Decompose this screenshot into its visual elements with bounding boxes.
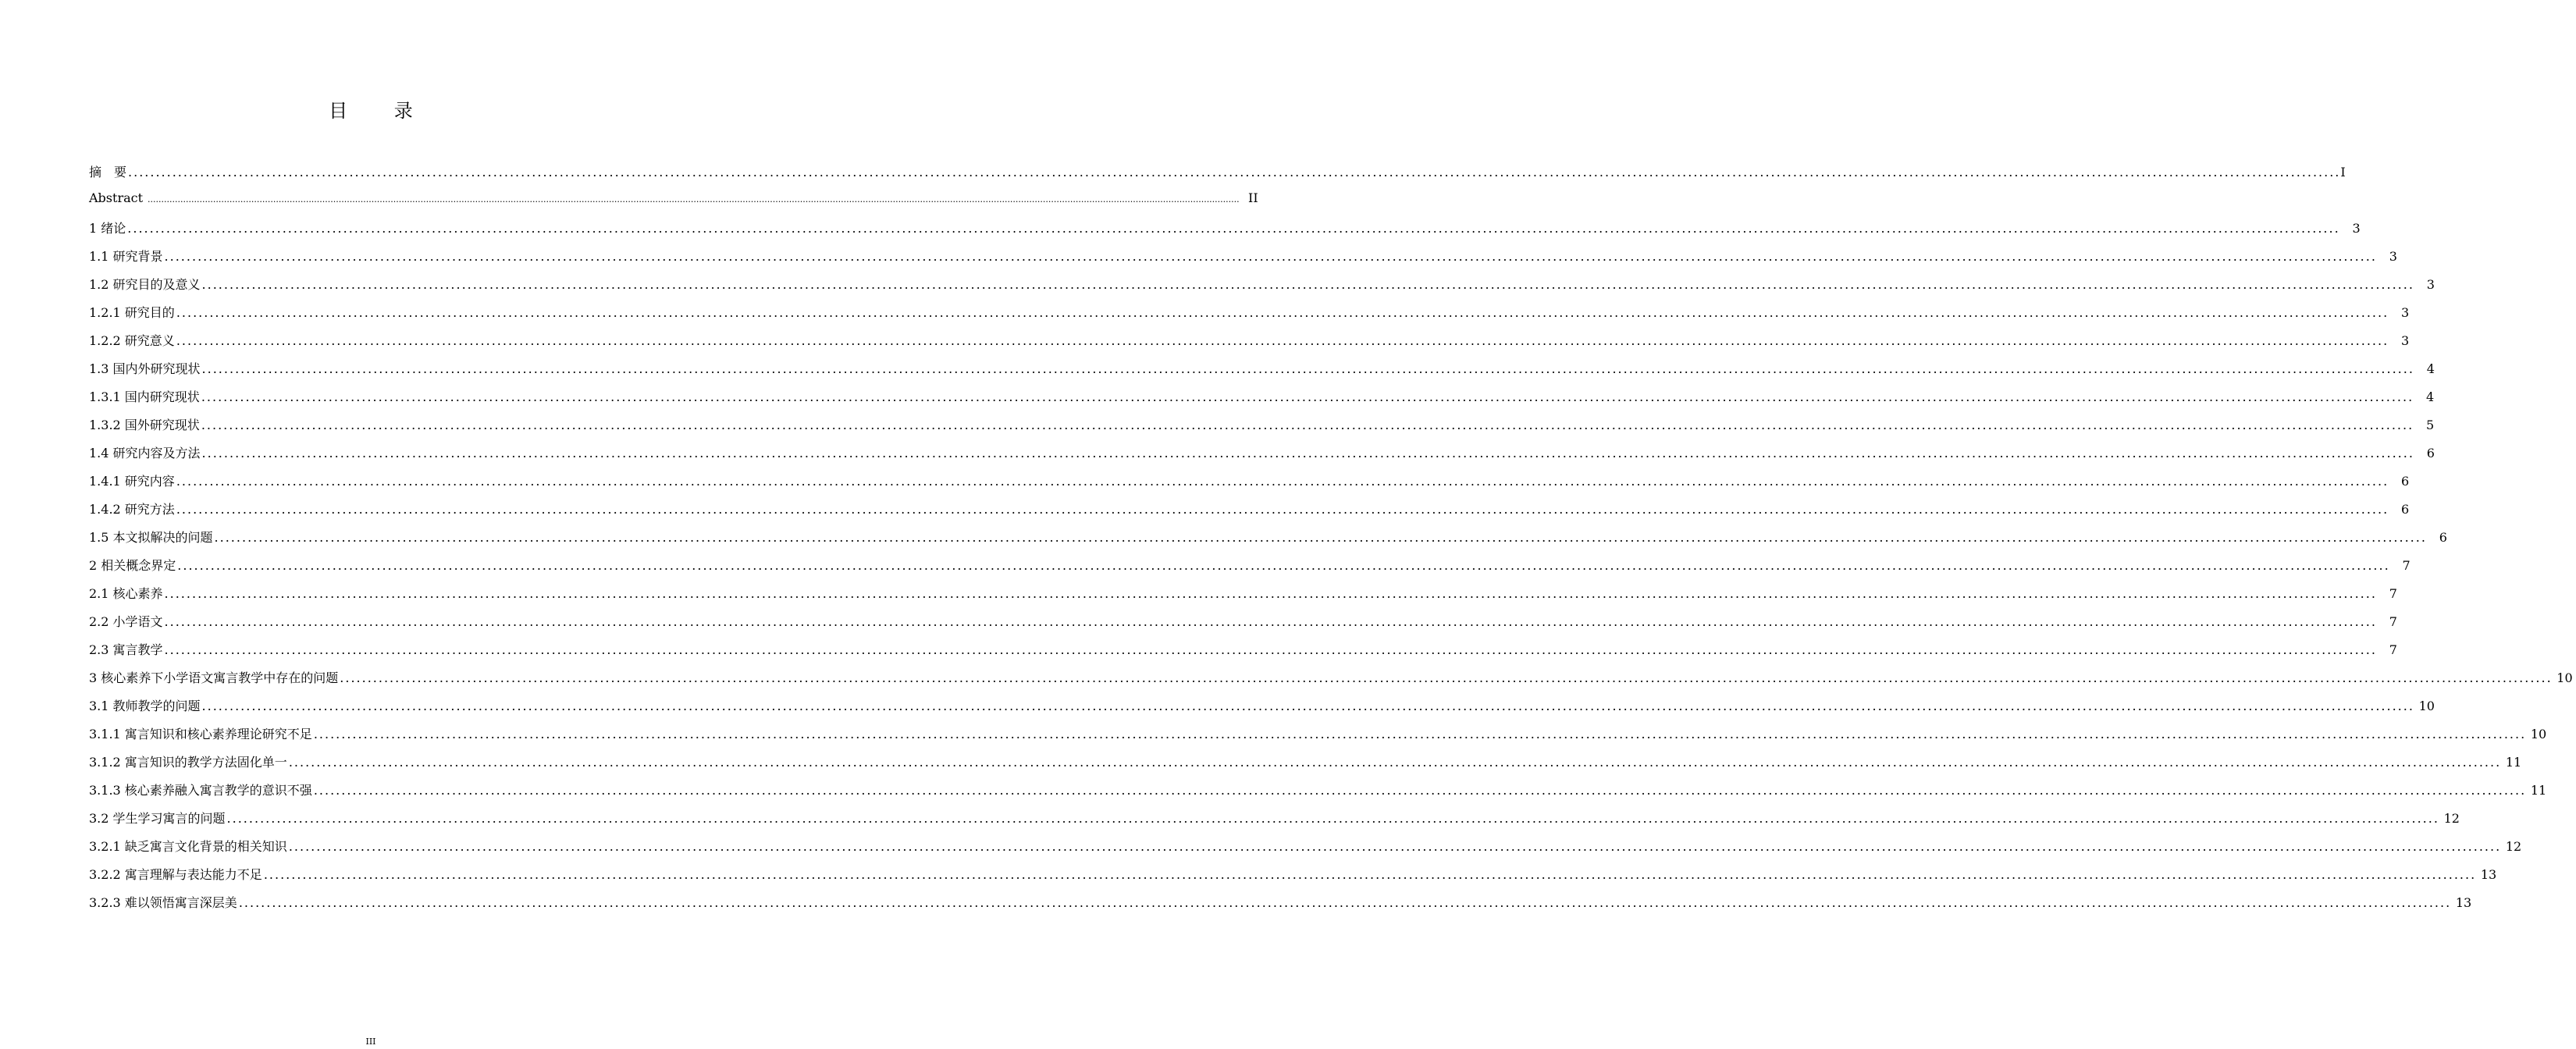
dot-leader: ................................................................................................................................................................................................................................................................................................................................................................................................................ bbox=[313, 783, 2527, 798]
toc-entry-label: 1.3.1 国内研究现状 bbox=[89, 389, 200, 404]
toc-entry[interactable] bbox=[89, 500, 2410, 528]
toc-entry-page: 7 bbox=[2402, 558, 2411, 573]
dot-leader: ................................................................................................................................................................................................................................................................................................................................................................................................................ bbox=[176, 333, 2389, 348]
dot-leader: ................................................................................................................................................................................................................................................................................................................................................................................................................ bbox=[201, 699, 2414, 713]
dot-leader: ................................................................................................................................................................................................................................................................................................................................................................................................................ bbox=[313, 727, 2527, 741]
toc-entry-label: 3 核心素养下小学语文寓言教学中存在的问题 bbox=[89, 670, 339, 685]
dot-leader: ................................................................................................................................................................................................................................................................................................................................................................................................................ bbox=[127, 221, 2340, 236]
toc-entry-page: II bbox=[1248, 190, 1258, 205]
page-number-footer: III bbox=[365, 1037, 376, 1047]
toc-entry-page: 11 bbox=[2505, 755, 2522, 770]
dot-leader: ................................................................................................................................................................................................................................................................................................................................................................................................................ bbox=[164, 614, 2377, 629]
table-of-contents bbox=[89, 162, 2573, 921]
dot-leader: ................................................................................................................................................................................................................................................................................................................................................................................................................ bbox=[201, 361, 2414, 376]
toc-entry-label: 3.2.1 缺乏寓言文化背景的相关知识 bbox=[89, 839, 287, 854]
toc-entry[interactable] bbox=[89, 359, 2435, 387]
toc-entry-label: 3.2 学生学习寓言的问题 bbox=[89, 811, 226, 826]
toc-entry[interactable] bbox=[89, 471, 2410, 500]
toc-entry-page: 3 bbox=[2401, 305, 2410, 320]
toc-entry-label: 3.2.2 寓言理解与表达能力不足 bbox=[89, 867, 262, 882]
toc-entry[interactable] bbox=[89, 584, 2397, 612]
toc-entry[interactable] bbox=[89, 696, 2435, 724]
dot-leader: ................................................................................................................................................................................................................................................................................................................................................................................................................ bbox=[214, 530, 2427, 545]
dot-leader: ................................................................................................................................................................................................................................................................................................................................................................................................................ bbox=[164, 586, 2377, 601]
toc-entry-page: 6 bbox=[2426, 446, 2435, 460]
toc-entry-page: 3 bbox=[2389, 249, 2397, 264]
toc-entry-label: 3.1.2 寓言知识的教学方法固化单一 bbox=[89, 755, 287, 770]
toc-entry-label: 3.1.3 核心素养融入寓言教学的意识不强 bbox=[89, 783, 312, 798]
toc-entry[interactable] bbox=[89, 219, 2361, 247]
toc-entry-page: 13 bbox=[2480, 867, 2497, 882]
toc-entry[interactable] bbox=[89, 556, 2411, 584]
toc-entry[interactable] bbox=[89, 640, 2397, 668]
toc-entry-page: 7 bbox=[2389, 586, 2397, 601]
toc-entry-page: 12 bbox=[2505, 839, 2522, 854]
toc-entry-label: 1.2.2 研究意义 bbox=[89, 333, 175, 348]
toc-entry-page: 3 bbox=[2352, 221, 2361, 236]
toc-entry-label: 2.1 核心素养 bbox=[89, 586, 163, 601]
toc-entry[interactable] bbox=[89, 443, 2435, 471]
toc-entry-label: 1.2 研究目的及意义 bbox=[89, 277, 201, 292]
dot-leader: ................................................................................................................................................................................................................................................................................................................................................................................................................ bbox=[148, 194, 1240, 204]
dot-leader: ................................................................................................................................................................................................................................................................................................................................................................................................................ bbox=[177, 558, 2390, 573]
toc-entry[interactable] bbox=[89, 331, 2410, 359]
toc-entry-label: 1.1 研究背景 bbox=[89, 249, 163, 264]
toc-entry-page: 4 bbox=[2426, 389, 2435, 404]
dot-leader: ................................................................................................................................................................................................................................................................................................................................................................................................................ bbox=[176, 305, 2389, 320]
toc-entry-label: 2.3 寓言教学 bbox=[89, 642, 163, 657]
dot-leader: ................................................................................................................................................................................................................................................................................................................................................................................................................ bbox=[176, 474, 2389, 489]
toc-entry-page: 10 bbox=[2530, 727, 2547, 741]
toc-entry[interactable] bbox=[89, 612, 2397, 640]
toc-entry[interactable] bbox=[89, 303, 2410, 331]
toc-entry-page: 13 bbox=[2455, 895, 2472, 910]
toc-entry-page: 12 bbox=[2443, 811, 2460, 826]
toc-entry-label: 3.1 教师教学的问题 bbox=[89, 699, 201, 713]
toc-entry[interactable] bbox=[89, 809, 2460, 837]
dot-leader: ................................................................................................................................................................................................................................................................................................................................................................................................................ bbox=[164, 642, 2377, 657]
toc-entry[interactable] bbox=[89, 190, 1258, 219]
toc-entry[interactable] bbox=[89, 752, 2522, 781]
dot-leader: ................................................................................................................................................................................................................................................................................................................................................................................................................ bbox=[201, 277, 2414, 292]
toc-entry-page: I bbox=[2340, 165, 2346, 180]
toc-entry-label: 1.5 本文拟解决的问题 bbox=[89, 530, 213, 545]
toc-entry-page: 5 bbox=[2426, 418, 2435, 432]
toc-entry-page: 11 bbox=[2530, 783, 2547, 798]
toc-entry-page: 3 bbox=[2401, 333, 2410, 348]
dot-leader: ................................................................................................................................................................................................................................................................................................................................................................................................................ bbox=[238, 895, 2452, 910]
toc-entry-label: 1.3 国内外研究现状 bbox=[89, 361, 201, 376]
dot-leader: ................................................................................................................................................................................................................................................................................................................................................................................................................ bbox=[288, 839, 2502, 854]
toc-entry-label: 2 相关概念界定 bbox=[89, 558, 176, 573]
toc-entry[interactable] bbox=[89, 837, 2522, 865]
toc-entry-page: 6 bbox=[2439, 530, 2447, 545]
dot-leader: ................................................................................................................................................................................................................................................................................................................................................................................................................ bbox=[176, 502, 2389, 517]
dot-leader: ................................................................................................................................................................................................................................................................................................................................................................................................................ bbox=[288, 755, 2502, 770]
toc-entry-label: 1.2.1 研究目的 bbox=[89, 305, 175, 320]
dot-leader: ................................................................................................................................................................................................................................................................................................................................................................................................................ bbox=[164, 249, 2377, 264]
dot-leader: ................................................................................................................................................................................................................................................................................................................................................................................................................ bbox=[226, 811, 2439, 826]
toc-entry[interactable] bbox=[89, 275, 2435, 303]
toc-entry[interactable] bbox=[89, 247, 2397, 275]
toc-entry[interactable] bbox=[89, 781, 2547, 809]
toc-entry-label: 1.4 研究内容及方法 bbox=[89, 446, 201, 460]
toc-entry[interactable] bbox=[89, 387, 2435, 415]
dot-leader: ................................................................................................................................................................................................................................................................................................................................................................................................................ bbox=[340, 670, 2553, 685]
toc-entry-page: 7 bbox=[2389, 642, 2397, 657]
toc-entry[interactable] bbox=[89, 415, 2435, 443]
toc-entry-label: Abstract bbox=[89, 190, 144, 205]
dot-leader: ................................................................................................................................................................................................................................................................................................................................................................................................................ bbox=[201, 418, 2414, 432]
toc-entry-page: 10 bbox=[2556, 670, 2573, 685]
toc-entry-label: 1.4.2 研究方法 bbox=[89, 502, 175, 517]
dot-leader: ................................................................................................................................................................................................................................................................................................................................................................................................................ bbox=[201, 446, 2414, 460]
toc-entry-page: 3 bbox=[2426, 277, 2435, 292]
toc-entry-page: 6 bbox=[2401, 502, 2410, 517]
toc-entry-page: 4 bbox=[2426, 361, 2435, 376]
page-title: 目 录 bbox=[329, 100, 433, 122]
toc-entry-page: 6 bbox=[2401, 474, 2410, 489]
toc-entry-page: 7 bbox=[2389, 614, 2397, 629]
toc-entry[interactable] bbox=[89, 893, 2472, 921]
toc-entry[interactable] bbox=[89, 724, 2547, 752]
dot-leader: ................................................................................................................................................................................................................................................................................................................................................................................................................ bbox=[263, 867, 2477, 882]
toc-entry-label: 1.4.1 研究内容 bbox=[89, 474, 175, 489]
toc-entry[interactable] bbox=[89, 162, 2346, 190]
toc-entry-label: 1 绪论 bbox=[89, 221, 126, 236]
dot-leader: ................................................................................................................................................................................................................................................................................................................................................................................................................ bbox=[201, 389, 2414, 404]
toc-entry[interactable] bbox=[89, 668, 2573, 696]
toc-entry-label: 2.2 小学语文 bbox=[89, 614, 163, 629]
dot-leader: ................................................................................................................................................................................................................................................................................................................................................................................................................ bbox=[128, 165, 2341, 180]
toc-entry-label: 3.2.3 难以领悟寓言深层美 bbox=[89, 895, 237, 910]
toc-entry-page: 10 bbox=[2418, 699, 2435, 713]
toc-entry[interactable] bbox=[89, 528, 2447, 556]
toc-entry-label: 摘 要 bbox=[89, 165, 127, 180]
toc-entry-label: 3.1.1 寓言知识和核心素养理论研究不足 bbox=[89, 727, 312, 741]
toc-entry-label: 1.3.2 国外研究现状 bbox=[89, 418, 200, 432]
toc-entry[interactable] bbox=[89, 865, 2497, 893]
